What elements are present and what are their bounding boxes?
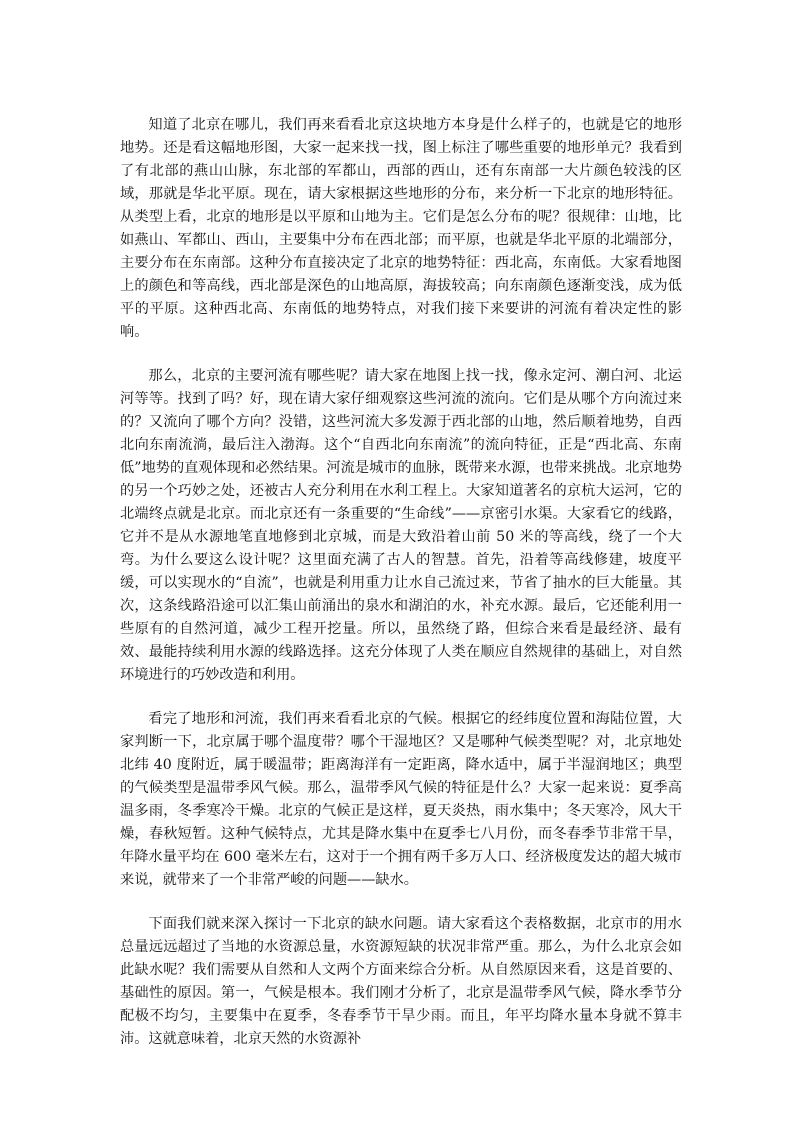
paragraph-water-shortage: 下面我们就来深入探讨一下北京的缺水问题。请大家看这个表格数据，北京市的用水总量远远超过了当地的水资源总量，水资源短缺的状况非常严重。那么，为什么北京会如此缺水呢？我们需要从自然和人文两个方面来综合分析。从自然原因来看，这是首要的、基础性的原因。第一，气候是根本。我们刚才分析了，北京是温带季风气候，降水季节分配极不均匀，主要集中在夏季，冬春季节干旱少雨。而且，年平均降水量本身就不算丰沛。这就意味着，北京天然的水资源补 (120, 916, 682, 1047)
paragraph-terrain: 知道了北京在哪儿，我们再来看看北京这块地方本身是什么样子的，也就是它的地形地势。还是看这幅地形图，大家一起来找一找，图上标注了哪些重要的地形单元？我看到了有北部的燕山山脉，东北部的军都山，西部的西山，还有东南部一大片颜色较浅的区域，那就是华北平原。现在，请大家根据这些地形的分布，来分析一下北京的地形特征。从类型上看，北京的地形是以平原和山地为主。它们是怎么分布的呢？很规律：山地，比如燕山、军都山、西山，主要集中分布在西北部；而平原，也就是华北平原的北端部分，主要分布在东南部。这种分布直接决定了北京的地势特征：西北高，东南低。大家看地图上的颜色和等高线，西北部是深色的山地高原，海拔较高；向东南颜色逐渐变浅，成为低平的平原。这种西北高、东南低的地势特点，对我们接下来要讲的河流有着决定性的影响。 (120, 117, 682, 340)
document-page (120, 114, 682, 1051)
paragraph-climate: 看完了地形和河流，我们再来看看北京的气候。根据它的经纬度位置和海陆位置，大家判断一下，北京属于哪个温度带？哪个干湿地区？又是哪种气候类型呢？对，北京地处北纬 40 度附近，属于暖温带；距离海洋有一定距离，降水适中，属于半湿润地区；典型的气候类型是温带季风气候。那么，温带季风气候的特征是什么？大家一起来说：夏季高温多雨，冬季寒冷干燥。北京的气候正是这样，夏天炎热，雨水集中；冬天寒冷，风大干燥，春秋短暂。这种气候特点，尤其是降水集中在夏季七八月份，而冬春季节非常干旱，年降水量平均在 600 毫米左右，这对于一个拥有两千多万人口、经济极度发达的超大城市来说，就带来了一个非常严峻的问题——缺水。 (120, 711, 682, 888)
paragraph-rivers: 那么，北京的主要河流有哪些呢？请大家在地图上找一找，像永定河、潮白河、北运河等等。找到了吗？好，现在请大家仔细观察这些河流的流向。它们是从哪个方向流过来的？又流向了哪个方向？没错，这些河流大多发源于西北部的山地，然后顺着地势，自西北向东南流淌，最后注入渤海。这个“自西北向东南流”的流向特征，正是“西北高、东南低”地势的直观体现和必然结果。河流是城市的血脉，既带来水源，也带来挑战。北京地势的另一个巧妙之处，还被古人充分利用在水利工程上。大家知道著名的京杭大运河，它的北端终点就是北京。而北京还有一条重要的“生命线”——京密引水渠。大家看它的线路，它并不是从水源地笔直地修到北京城，而是大致沿着山前 50 米的等高线，绕了一个大弯。为什么要这么设计呢？这里面充满了古人的智慧。首先，沿着等高线修建，坡度平缓，可以实现水的“自流”，也就是利用重力让水自己流过来，节省了抽水的巨大能量。其次，这条线路沿途可以汇集山前涌出的泉水和湖泊的水，补充水源。最后，它还能利用一些原有的自然河道，减少工程开挖量。所以，虽然绕了路，但综合来看是最经济、最有效、最能持续利用水源的线路选择。这充分体现了人类在顺应自然规律的基础上，对自然环境进行的巧妙改造和利用。 (120, 368, 682, 683)
